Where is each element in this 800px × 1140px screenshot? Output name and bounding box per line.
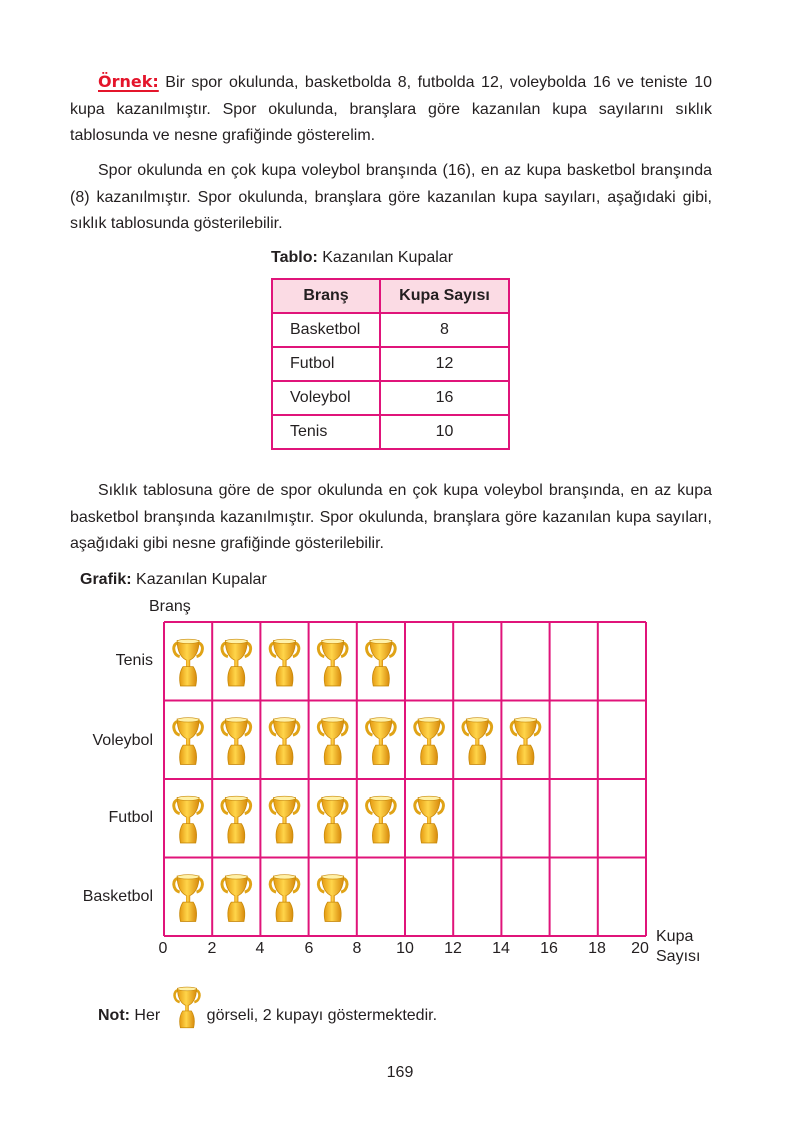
x-tick: 20 — [631, 940, 649, 957]
x-tick: 16 — [540, 940, 558, 957]
x-tick: 10 — [396, 940, 414, 957]
table-cell-brans: Basketbol — [272, 313, 380, 347]
graph-caption-label: Grafik: — [80, 571, 132, 588]
trophy-icon — [169, 984, 205, 1032]
trophy-icon — [270, 875, 299, 922]
trophy-icon — [318, 875, 347, 922]
trophy-icon — [174, 718, 203, 765]
trophy-icon — [270, 796, 299, 843]
intro-text: Bir spor okulunda, basketbolda 8, futbolda 12, voleybolda 16 ve teniste 10 kupa kazanılmıştır. Spor okulunda, branşlara göre kazanılan kupa sayılarını sıklık tablosunda ve nesne grafiğinde gösterelim. — [70, 74, 712, 144]
trophy-icon — [222, 875, 251, 922]
x-axis-title-line-2: Sayısı — [656, 948, 701, 965]
page-number: 169 — [386, 1064, 414, 1081]
graph-caption-text: Kazanılan Kupalar — [131, 571, 267, 588]
note-text-before: Her — [129, 1007, 161, 1025]
trophy-icon — [174, 639, 203, 686]
x-tick: 4 — [255, 940, 265, 957]
trophy-icon — [415, 796, 444, 843]
trophy-icon — [367, 718, 396, 765]
trophy-icon — [367, 796, 396, 843]
paragraph-2: Spor okulunda en çok kupa voleybol branşında (16), en az kupa basketbol branşında (8) kazanılmıştır. Spor okulunda, branşlara göre kazanılan kupa sayıları, aşağıdaki gibi, sıklık tablosunda gösterilebilir. — [70, 162, 712, 232]
table-cell-brans: Futbol — [272, 347, 380, 381]
x-tick: 18 — [588, 940, 606, 957]
table-header-brans: Branş — [272, 279, 380, 313]
table-cell-brans: Voleybol — [272, 381, 380, 415]
trophy-icon — [174, 796, 203, 843]
table-cell-value: 8 — [380, 313, 509, 347]
x-tick: 2 — [207, 940, 217, 957]
trophy-icon — [222, 718, 251, 765]
trophy-icon — [318, 718, 347, 765]
table-cell-value: 10 — [380, 415, 509, 449]
trophy-icon — [222, 639, 251, 686]
x-tick: 8 — [352, 940, 362, 957]
trophy-icon — [318, 796, 347, 843]
note-label: Not: — [98, 1007, 130, 1025]
table-caption-label: Tablo: — [271, 249, 318, 266]
trophy-icon — [222, 796, 251, 843]
row-label-futbol: Futbol — [108, 809, 153, 826]
table-cell-value: 12 — [380, 347, 509, 381]
table-cell-value: 16 — [380, 381, 509, 415]
row-label-basketbol: Basketbol — [82, 888, 153, 905]
paragraph-3: Sıklık tablosuna göre de spor okulunda en çok kupa voleybol branşında, en az kupa basketbol branşında kazanılmıştır. Spor okulunda, branşlara göre kazanılan kupa sayıları, aşağıdaki gibi nesne grafiğinde gösterilebilir. — [70, 482, 712, 552]
table-header-kupa-sayisi: Kupa Sayısı — [380, 279, 509, 313]
row-label-tenis: Tenis — [115, 652, 153, 669]
trophy-icon — [367, 639, 396, 686]
x-tick: 6 — [304, 940, 314, 957]
x-tick: 14 — [492, 940, 510, 957]
row-label-voleybol: Voleybol — [92, 732, 153, 749]
trophy-icon — [318, 639, 347, 686]
example-label: Örnek: — [98, 72, 159, 91]
trophy-icon — [463, 718, 492, 765]
trophy-icon — [174, 875, 203, 922]
table-caption-text: Kazanılan Kupalar — [317, 249, 454, 266]
trophy-icon — [270, 718, 299, 765]
y-axis-title: Branş — [149, 598, 191, 615]
trophy-icon — [415, 718, 444, 765]
x-axis-title-line-1: Kupa — [656, 928, 694, 945]
note — [98, 1000, 437, 1032]
trophy-icon — [270, 639, 299, 686]
x-tick: 12 — [444, 940, 462, 957]
x-tick: 0 — [158, 940, 168, 957]
x-axis-title — [656, 927, 700, 967]
table-cell-brans: Tenis — [272, 415, 380, 449]
note-text-after: görseli, 2 kupayı göstermektedir. — [206, 1007, 438, 1025]
trophy-icon — [511, 718, 540, 765]
